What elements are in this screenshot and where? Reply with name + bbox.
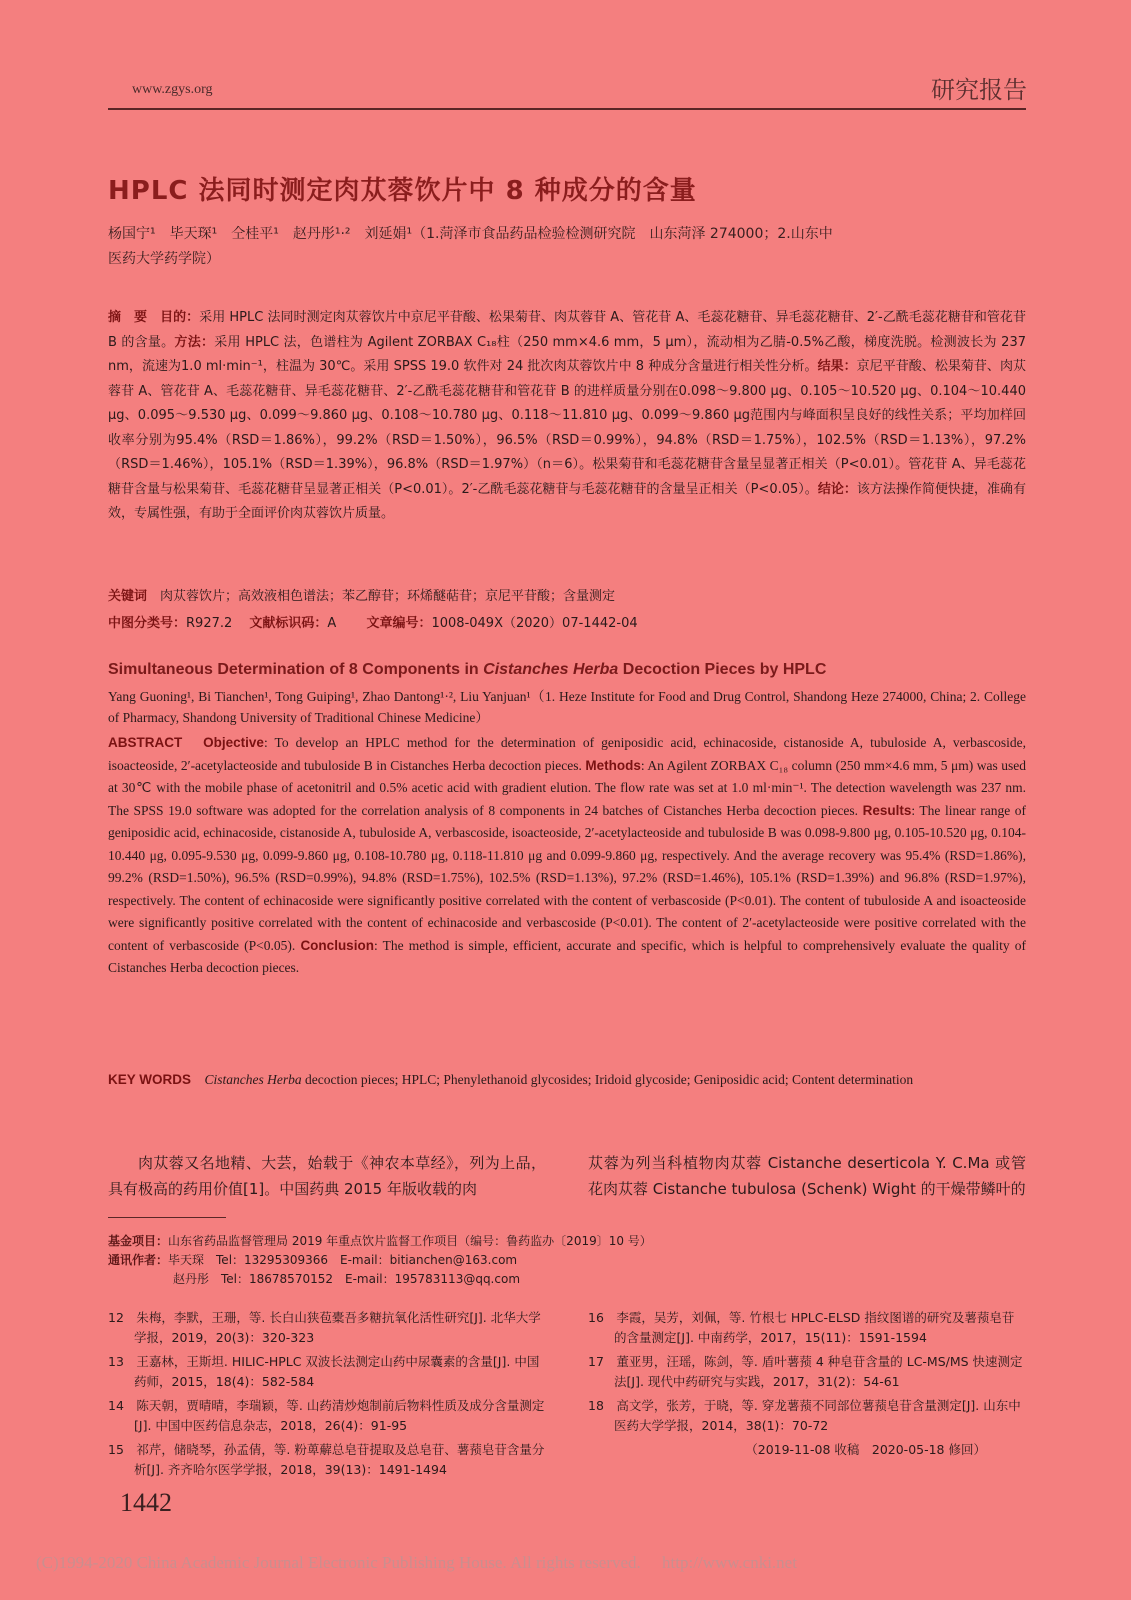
corresponding-author-2: 赵丹彤 Tel：18678570152 E-mail：195783113@qq.com bbox=[173, 1272, 521, 1286]
en-conclusion-label: Conclusion bbox=[300, 937, 374, 953]
article-title: HPLC 法同时测定肉苁蓉饮片中 8 种成分的含量 bbox=[108, 176, 697, 206]
corresponding-label: 通讯作者： bbox=[108, 1253, 169, 1267]
article-number-label: 文章编号： bbox=[366, 616, 432, 631]
fund-line bbox=[108, 1232, 808, 1251]
body-text-right: 苁蓉为列当科植物肉苁蓉 Cistanche deserticola Y. C.Ma 或管花肉苁蓉 Cistanche tubulosa (Schenk) Wight 的干燥带鳞叶的 bbox=[588, 1154, 1026, 1198]
results-label: 结果： bbox=[817, 359, 857, 374]
section-heading: 研究报告 bbox=[931, 76, 1027, 104]
corresponding-line-1 bbox=[108, 1251, 808, 1270]
abstract-label: 摘 要 bbox=[108, 310, 148, 325]
authors-line-2: 医药大学药学院） bbox=[108, 251, 220, 267]
reference-item: 12 朱梅，李默，王珊，等. 长白山狭苞橐吾多糖抗氧化活性研究[J]. 北华大学学报，2019，20(3)：320-323 bbox=[108, 1310, 541, 1345]
english-title-italic: Cistanches Herba bbox=[483, 661, 619, 678]
keywords-text: 肉苁蓉饮片；高效液相色谱法；苯乙醇苷；环烯醚萜苷；京尼平苷酸；含量测定 bbox=[160, 589, 616, 604]
reference-item: 18 高文学，张芳，于晓，等. 穿龙薯蓣不同部位薯蓣皂苷含量测定[J]. 山东中医药大学学报，2014，38(1)：70-72 bbox=[588, 1398, 1021, 1433]
en-keywords-text: decoction pieces; HPLC; Phenylethanoid glycosides; Iridoid glycoside; Geniposidic acid; Content determination bbox=[301, 1072, 914, 1087]
footnote bbox=[108, 1232, 808, 1289]
references-right bbox=[588, 1308, 1026, 1460]
references-left bbox=[108, 1308, 548, 1484]
reference-item: 14 陈天朝，贾晴晴，李瑞颖，等. 山药清炒炮制前后物料性质及成分含量测定[J]. 中国中医药信息杂志，2018，26(4)：91-95 bbox=[108, 1398, 545, 1433]
english-abstract bbox=[108, 732, 1026, 980]
clc-value: R927.2 bbox=[186, 616, 233, 631]
footnote-divider bbox=[108, 1217, 226, 1218]
chinese-abstract bbox=[108, 306, 1026, 527]
author-affiliations bbox=[108, 222, 1026, 272]
fund-text: 山东省药品监督管理局 2019 年重点饮片监督工作项目（编号：鲁药监办〔2019〕10 号） bbox=[168, 1234, 652, 1248]
methods-text: 采用 HPLC 法，色谱柱为 Agilent ZORBAX C₁₈柱（250 mm×4.6 mm，5 μm），流动相为乙腈-0.5%乙酸，梯度洗脱。检测波长为 237 nm，流速为1.0 ml·min⁻¹，柱温为 30℃。采用 SPSS 19.0 软件对 24 批次肉苁蓉饮片中 8 种成分含量进行相关性分析。 bbox=[108, 334, 1026, 374]
corresponding-author-1: 毕天琛 Tel：13295309366 E-mail：bitianchen@163.com bbox=[168, 1253, 518, 1267]
keywords bbox=[108, 585, 1026, 604]
objective-label: 目的： bbox=[160, 310, 200, 325]
doc-code-value: A bbox=[327, 616, 337, 631]
en-conclusion-text: : The method is simple, efficient, accurate and specific, which is helpful to comprehensively evaluate the quality of Cistanches Herba decoction pieces. bbox=[108, 937, 1026, 975]
authors-line-1: 杨国宁¹ 毕天琛¹ 仝桂平¹ 赵丹彤¹·² 刘延娟¹（1.菏泽市食品药品检验检测研究院 山东菏泽 274000；2.山东中 bbox=[108, 226, 833, 242]
journal-website: www.zgys.org bbox=[132, 82, 213, 97]
english-authors: Yang Guoning¹, Bi Tianchen¹, Tong Guiping¹, Zhao Dantong¹·², Liu Yanjuan¹（1. Heze Institute for Food and Drug Control, Shandong Heze 274000, China; 2. College of Pharmacy, Shandong University of Traditional Chinese Medicine） bbox=[108, 689, 1026, 725]
received-dates: （2019-11-08 收稿 2020-05-18 修回） bbox=[745, 1442, 986, 1457]
methods-label: 方法： bbox=[174, 334, 215, 350]
keywords-label: 关键词 bbox=[108, 589, 148, 604]
reference-item: 17 董亚男，汪瑶，陈剑，等. 盾叶薯蓣 4 种皂苷含量的 LC-MS/MS 快速测定法[J]. 现代中药研究与实践，2017，31(2)：54-61 bbox=[588, 1354, 1023, 1389]
results-text: 京尼平苷酸、松果菊苷、肉苁蓉苷 A、管花苷 A、毛蕊花糖苷、异毛蕊花糖苷、2′-乙酰毛蕊花糖苷和管花苷 B 的进样质量分别在0.098～9.800 μg、0.105～10.520 μg、0.104～10.440 μg、0.095～9.530 μg、0.099～9.860 μg、0.108～10.780 μg、0.118～11.810 μg、0.099～9.860 μg范围内与峰面积呈良好的线性关系；平均加样回收率分别为95.4%（RSD＝1.86%），99.2%（RSD＝1.50%），96.5%（RSD＝0.99%），94.8%（RSD＝1.75%），102.5%（RSD＝1.13%），97.2%（RSD＝1.46%），105.1%（RSD＝1.39%），96.8%（RSD＝1.97%）（n＝6）。松果菊苷和毛蕊花糖苷含量呈显著正相关（P<0.01）。管花苷 A、异毛蕊花糖苷含量与松果菊苷、毛蕊花糖苷呈显著正相关（P<0.01）。2′-乙酰毛蕊花糖苷与毛蕊花糖苷的含量呈正相关（P<0.05）。 bbox=[108, 359, 1026, 497]
en-results-label: Results bbox=[862, 802, 912, 818]
conclusion-label: 结论： bbox=[817, 481, 857, 497]
english-keywords bbox=[108, 1068, 1026, 1091]
article-number-value: 1008-049X（2020）07-1442-04 bbox=[431, 616, 638, 631]
reference-item: 13 王嘉林，王斯坦. HILIC-HPLC 双波长法测定山药中尿囊素的含量[J]. 中国药师，2015，18(4)：582-584 bbox=[108, 1354, 540, 1389]
en-results-text: : The linear range of geniposidic acid, echinacoside, cistanoside A, tubuloside A, verbascoside, isoacteoside, 2′-acetylacteoside and tubuloside B was 0.098-9.800 μg, 0.105-10.520 μg, 0.104-10.440 μg, 0.095-9.530 μg, 0.099-9.860 μg, 0.108-10.780 μg, 0.118-11.810 μg and 0.099-9.860 μg, respectively. And the average recovery was 95.4% (RSD=1.86%), 99.2% (RSD=1.50%), 96.5% (RSD=0.99%), 94.8% (RSD=1.75%), 102.5% (RSD=1.13%), 97.2% (RSD=1.46%), 105.1% (RSD=1.39%) and 96.8% (RSD=1.97%), respectively. The content of echinacoside were significantly positive correlated with the content of verbascoside (P<0.01). The content of tubuloside A and isoacteoside were significantly positive correlated with the content of echinacoside and verbascoside (P<0.01). The content of 2′-acetylacteoside were positive correlated with the content of verbascoside (P<0.05). bbox=[108, 802, 1027, 953]
en-objective-label: Objective bbox=[203, 735, 264, 750]
en-methods-text: : An Agilent ZORBAX C₁₈ column (250 mm×4.6 mm, 5 μm) was used at 30℃ with the mobile phase of acetonitril and 0.5% acetic acid with gradient elution. The flow rate was set at 1.0 ml·min⁻¹. The detection wavelength was 237 nm. The SPSS 19.0 software was adopted for the correlation analysis of 8 components in 24 batches of Cistanches Herba decoction pieces. bbox=[108, 757, 1026, 818]
en-objective-text: : To develop an HPLC method for the determination of geniposidic acid, echinacoside, cistanoside A, tubuloside A, verbascoside, isoacteoside, 2′-acetylacteoside and tubuloside B in Cistanches Herba decoction pieces. bbox=[108, 735, 1026, 773]
reference-item: 15 祁芹，储晓琴，孙孟倩，等. 粉萆薢总皂苷提取及总皂苷、薯蓣皂苷含量分析[J]. 齐齐哈尔医学学报，2018，39(13)：1491-1494 bbox=[108, 1442, 545, 1477]
english-title-part: Simultaneous Determination of 8 Components in bbox=[108, 661, 484, 678]
fund-label: 基金项目： bbox=[108, 1234, 169, 1248]
en-keywords-label: KEY WORDS bbox=[108, 1072, 192, 1087]
page-number: 1442 bbox=[120, 1488, 172, 1517]
english-title bbox=[108, 661, 826, 679]
header-divider bbox=[108, 108, 1026, 110]
objective-text: 采用 HPLC 法同时测定肉苁蓉饮片中京尼平苷酸、松果菊苷、肉苁蓉苷 A、管花苷 A、毛蕊花糖苷、异毛蕊花糖苷、2′-乙酰毛蕊花糖苷和管花苷 B 的含量。 bbox=[108, 310, 1026, 350]
en-abstract-label: ABSTRACT bbox=[108, 735, 183, 750]
classification-line bbox=[108, 612, 1026, 631]
copyright-watermark: (C)1994-2020 China Academic Journal Electronic Publishing House. All rights reserved. http://www.cnki.net bbox=[36, 1553, 797, 1572]
conclusion-text: 该方法操作简便快捷，准确有效，专属性强，有助于全面评价肉苁蓉饮片质量。 bbox=[108, 481, 1026, 521]
clc-label: 中图分类号： bbox=[108, 616, 187, 631]
en-keywords-italic: Cistanches Herba bbox=[204, 1072, 302, 1087]
reference-item: 16 李霞，吴芳，刘佩，等. 竹根七 HPLC-ELSD 指纹图谱的研究及薯蓣皂苷的含量测定[J]. 中南药学，2017，15(11)：1591-1594 bbox=[588, 1310, 1015, 1345]
english-title-part-end: Decoction Pieces by HPLC bbox=[618, 661, 827, 678]
doc-code-label: 文献标识码： bbox=[249, 616, 328, 631]
body-text-left: 肉苁蓉又名地精、大芸，始载于《神农本草经》，列为上品，具有极高的药用价值[1]。中国药典 2015 年版收载的肉 bbox=[108, 1154, 546, 1198]
en-methods-label: Methods bbox=[585, 757, 641, 773]
